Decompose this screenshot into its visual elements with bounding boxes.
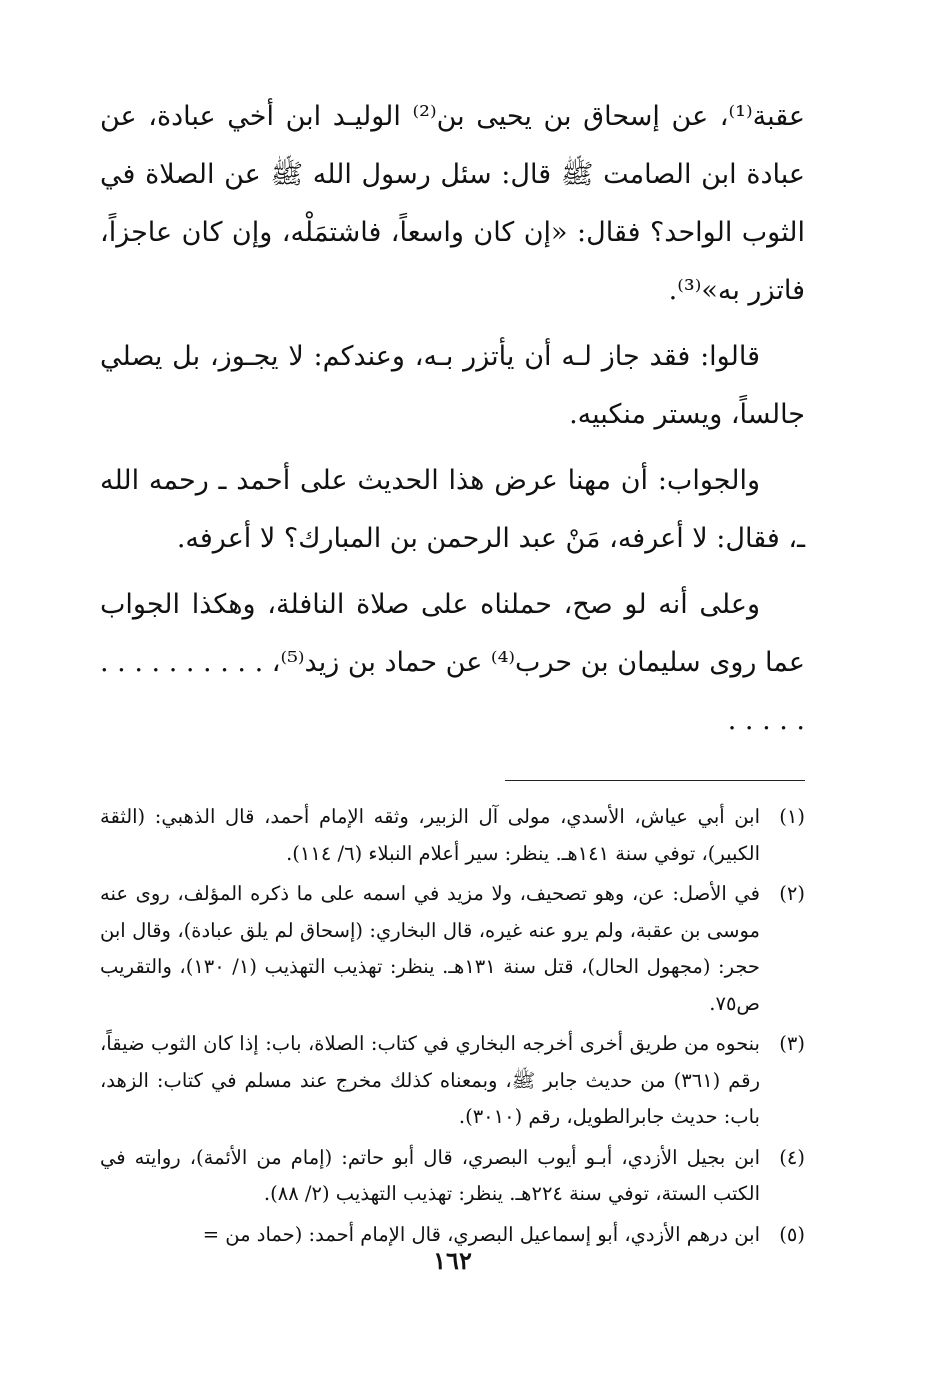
- footnote-text: في الأصل: عن، وهو تصحيف، ولا مزيد في اسمه على ما ذكره المؤلف، روى عنه موسى بن عقبة، ولم يرو عنه غيره، قال البخاري: (إسحاق لم يلق عبادة)، وقال ابن حجر: (مجهول الحال)، قتل سنة ١٣١هـ. ينظر: تهذيب التهذيب (١/ ١٣٠)، والتقريب ص٧٥.: [100, 882, 760, 1015]
- footnote-2: [100, 876, 805, 1022]
- footnotes: [100, 799, 805, 1253]
- footnote-text: ابن أبي عياش، الأسدي، مولى آل الزبير، وثقه الإمام أحمد، قال الذهبي: (الثقة الكبير)، توفي سنة ١٤١هـ. ينظر: سير أعلام النبلاء (٦/ ١١٤).: [100, 805, 760, 865]
- main-paragraph-4: وعلى أنه لو صح، حملناه على صلاة النافلة، وهكذا الجواب عما روى سليمان بن حرب⁽⁴⁾ عن حماد بن زيد⁽⁵⁾، . . . . . . . . . . . . . . .: [100, 589, 805, 736]
- main-text: [100, 88, 805, 750]
- footnote-text: ابن درهم الأزدي، أبو إسماعيل البصري، قال الإمام أحمد: (حماد من =: [202, 1222, 760, 1246]
- page: [100, 88, 805, 1377]
- page-number: ١٦٢: [433, 1246, 472, 1275]
- main-paragraph-2: قالوا: فقد جاز لـه أن يأتزر بـه، وعندكم: لا يجـوز، بل يصلي جالساً، ويستر منكبيه.: [100, 341, 805, 430]
- footnote-divider: [505, 780, 805, 781]
- footnote-text: ابن بجيل الأزدي، أبـو أيوب البصري، قال أبو حاتم: (إمام من الأئمة)، روايته في الكتب الستة، توفي سنة ٢٢٤هـ. ينظر: تهذيب التهذيب (٢/ ٨٨).: [100, 1145, 760, 1205]
- main-paragraph-3: والجواب: أن مهنا عرض هذا الحديث على أحمد ـ رحمه الله ـ، فقال: لا أعرفه، مَنْ عبد الرحمن بن المبارك؟ لا أعرفه.: [100, 465, 805, 554]
- footnote-number: (٣): [779, 1032, 805, 1055]
- footnote-number: (٥): [779, 1222, 805, 1246]
- footnote-text: بنحوه من طريق أخرى أخرجه البخاري في كتاب: الصلاة، باب: إذا كان الثوب ضيقاً، رقم (٣٦١) من حديث جابر ﷺ، وبمعناه كذلك مخرج عند مسلم في كتاب: الزهد، باب: حديث جابرالطويل، رقم (٣٠١٠).: [100, 1032, 760, 1128]
- footnote-3: [100, 1026, 805, 1136]
- footnote-number: (١): [779, 805, 805, 828]
- footnote-number: (٢): [779, 882, 805, 905]
- footnote-1: [100, 799, 805, 872]
- footnote-number: (٤): [779, 1145, 805, 1169]
- main-paragraph-1: عقبة⁽¹⁾، عن إسحاق بن يحيى بن⁽²⁾ الوليـد ابن أخي عبادة، عن عبادة ابن الصامت ﷺ قال: سئل رسول الله ﷺ عن الصلاة في الثوب الواحد؟ فقال: «إن كان واسعاً، فاشتمَلْه، وإن كان عاجزاً، فاتزر به»⁽³⁾.: [100, 101, 805, 306]
- footnote-4: [100, 1140, 805, 1213]
